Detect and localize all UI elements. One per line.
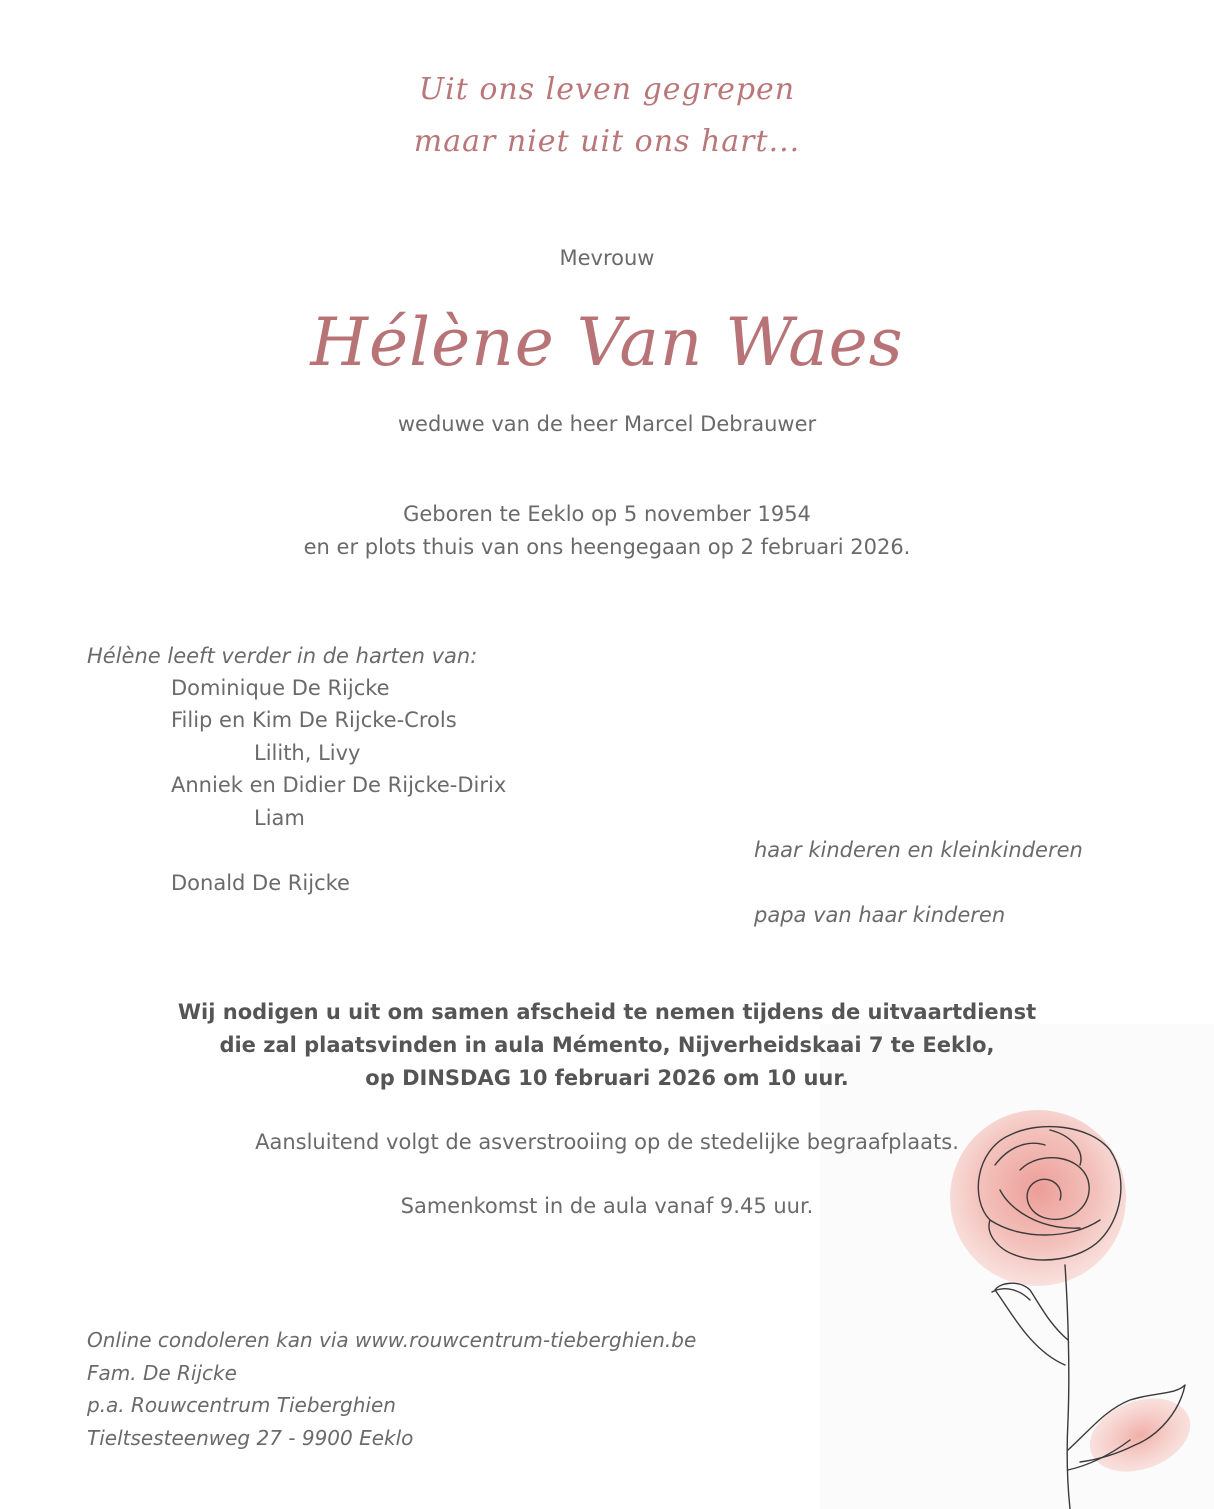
relation-label: papa van haar kinderen — [754, 903, 1006, 927]
birth-line: Geboren te Eeklo op 5 november 1954 — [403, 502, 811, 526]
family-member: Dominique De Rijcke — [171, 676, 390, 700]
grandchildren: Lilith, Livy — [254, 741, 361, 765]
family-member: Anniek en Didier De Rijcke-Dirix — [171, 773, 507, 797]
dates — [0, 498, 1214, 564]
condolence-line: Online condoleren kan via www.rouwcentrum-tieberghien.be — [87, 1328, 697, 1352]
contact-block — [87, 1324, 696, 1454]
motto-line-2: maar niet uit ons hart... — [413, 124, 801, 159]
family-member: Filip en Kim De Rijcke-Crols — [171, 708, 457, 732]
motto-line-1: Uit ons leven gegrepen — [418, 72, 796, 107]
widow-of: weduwe van de heer Marcel Debrauwer — [397, 412, 817, 436]
motto — [0, 64, 1214, 168]
grandchildren: Liam — [254, 806, 305, 830]
family-member: Donald De Rijcke — [171, 871, 350, 895]
leaf-wash — [1080, 1385, 1201, 1484]
gathering-text: Samenkomst in de aula vanaf 9.45 uur. — [400, 1194, 814, 1218]
family-signature: Fam. De Rijcke — [87, 1360, 237, 1385]
rose-illustration — [930, 1110, 1214, 1509]
relation-label: haar kinderen en kleinkinderen — [754, 838, 1083, 862]
death-line: en er plots thuis van ons heengegaan op 2 februari 2026. — [303, 535, 911, 559]
family-intro: Hélène leeft verder in de harten van: — [87, 644, 478, 668]
deceased-name: Hélène Van Waes — [310, 304, 904, 381]
care-of-line: p.a. Rouwcentrum Tieberghien — [87, 1393, 396, 1417]
salutation: Mevrouw — [559, 246, 655, 270]
invitation-line-1: Wij nodigen u uit om samen afscheid te nemen tijdens de uitvaartdienst — [177, 1000, 1037, 1024]
funeral-invitation — [0, 996, 1214, 1095]
invitation-line-3: op DINSDAG 10 februari 2026 om 10 uur. — [365, 1066, 849, 1090]
afterwards-text: Aansluitend volgt de asverstrooiing op de stedelijke begraafplaats. — [255, 1130, 959, 1154]
address-line: Tieltsesteenweg 27 - 9900 Eeklo — [87, 1425, 414, 1450]
invitation-line-2: die zal plaatsvinden in aula Mémento, Nijverheidskaai 7 te Eeklo, — [219, 1033, 995, 1057]
